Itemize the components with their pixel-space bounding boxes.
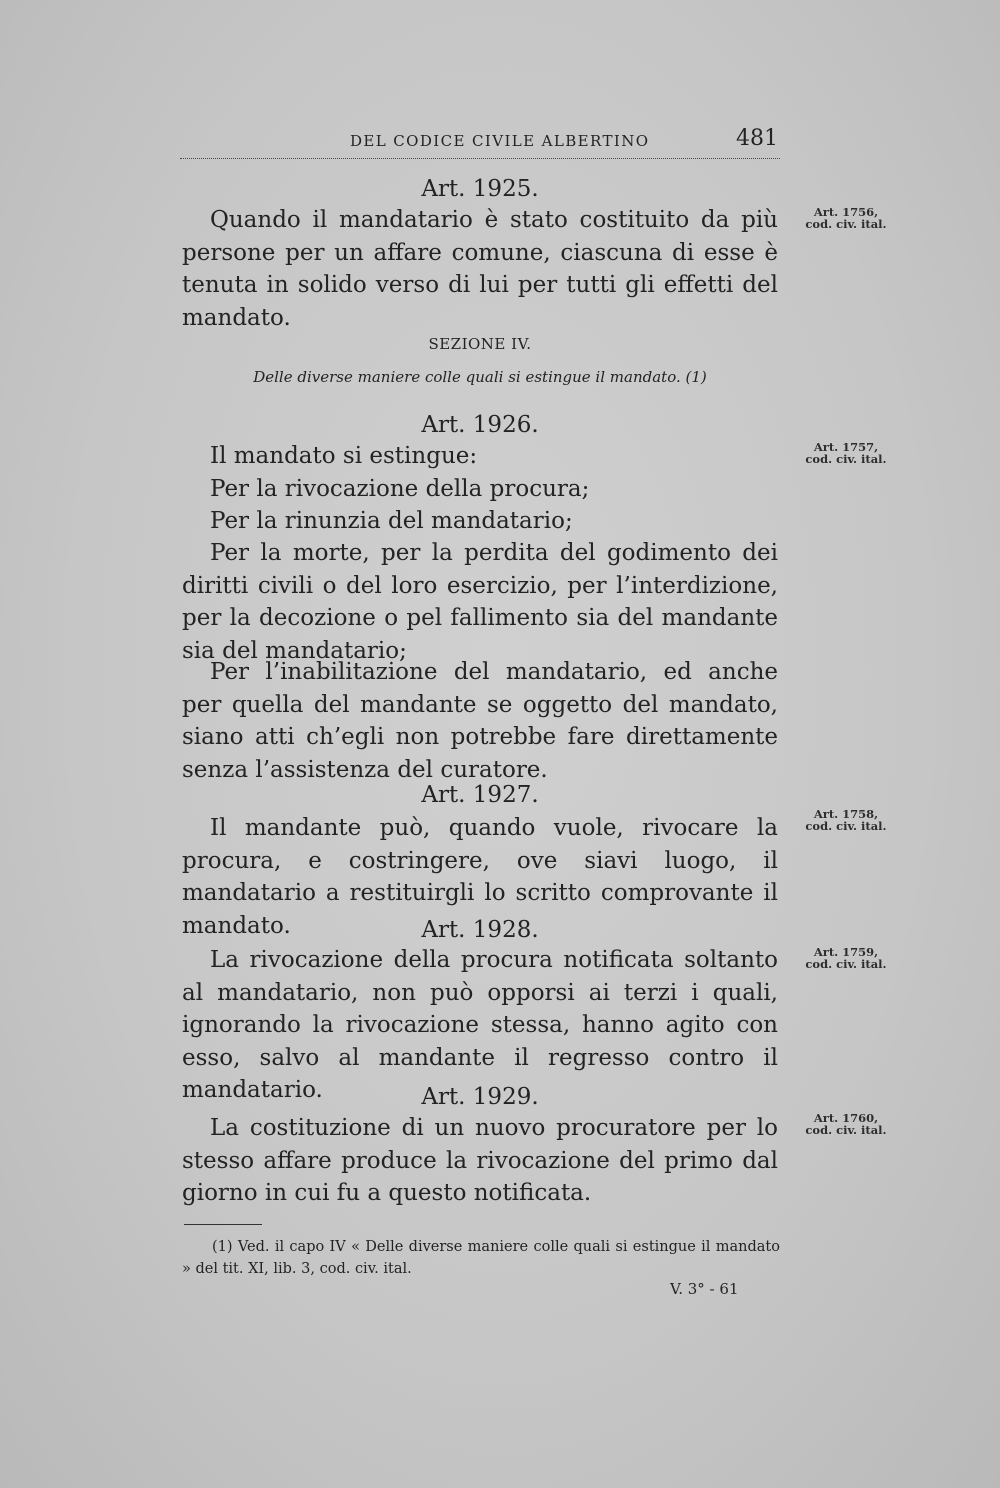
section-title: SEZIONE IV. <box>428 335 532 353</box>
margin-note-1926 <box>796 441 896 465</box>
margin-note-line: Art. 1760, <box>813 1111 879 1125</box>
article-text-1928: La rivocazione della procura notificata soltanto al mandatario, non può opporsi ai terzi i quali, ignorando la rivocazione stessa, hanno agito con esso, salvo al mandante il regresso contro il mandatario. <box>182 947 778 1104</box>
article-heading-1926: Art. 1926. <box>421 412 539 438</box>
margin-note-line: cod. civ. ital. <box>805 819 887 833</box>
article-text-1925: Quando il mandatario è stato costituito da più persone per un affare comune, ciascuna di esse è tenuta in solido verso di lui per tutti gli effetti del mandato. <box>182 207 778 331</box>
footnote-rule <box>184 1224 262 1225</box>
article-text-1927: Il mandante può, quando vuole, rivocare la procura, e costringere, ove siavi luogo, il mandatario a restituirgli lo scritto comprovante il mandato. <box>182 815 778 939</box>
margin-note-line: cod. civ. ital. <box>805 1123 887 1137</box>
margin-note-line: cod. civ. ital. <box>805 217 887 231</box>
footnote: (1) Ved. il capo IV « Delle diverse maniere colle quali si estingue il mandato » del tit. XI, lib. 3, cod. civ. ital. <box>182 1239 780 1277</box>
article-1926-paragraph: Per l’inabilitazione del mandatario, ed anche per quella del mandante se oggetto del mandato, siano atti ch’egli non potrebbe fare direttamente senza l’assistenza del curatore. <box>182 659 778 783</box>
article-heading-1928: Art. 1928. <box>421 917 539 943</box>
printer-signature: V. 3° - 61 <box>670 1280 739 1298</box>
margin-note-line: Art. 1756, <box>813 205 879 219</box>
article-heading-1925: Art. 1925. <box>421 176 539 202</box>
margin-note-1925 <box>796 206 896 230</box>
margin-note-line: Art. 1759, <box>813 945 879 959</box>
margin-note-1928 <box>796 946 896 970</box>
section-subtitle: Delle diverse maniere colle quali si estingue il mandato. (1) <box>253 368 707 386</box>
page-number: 481 <box>736 126 778 151</box>
running-head <box>180 124 780 159</box>
margin-note-line: Art. 1758, <box>813 807 879 821</box>
margin-note-line: cod. civ. ital. <box>805 452 887 466</box>
running-title: DEL CODICE CIVILE ALBERTINO <box>350 132 650 150</box>
margin-note-1927 <box>796 808 896 832</box>
margin-note-line: cod. civ. ital. <box>805 957 887 971</box>
article-1926-paragraph: Il mandato si estingue: <box>210 443 478 469</box>
article-1926-paragraph: Per la rinunzia del mandatario; <box>210 508 573 534</box>
article-1926-paragraph: Per la morte, per la perdita del godimento dei diritti civili o del loro esercizio, per l’interdizione, per la decozione o pel fallimento sia del mandante sia del mandatario; <box>182 540 778 664</box>
article-1926-paragraph: Per la rivocazione della procura; <box>210 476 590 502</box>
margin-note-line: Art. 1757, <box>813 440 879 454</box>
article-heading-1929: Art. 1929. <box>421 1084 539 1110</box>
margin-note-1929 <box>796 1112 896 1136</box>
article-text-1929: La costituzione di un nuovo procuratore per lo stesso affare produce la rivocazione del primo dal giorno in cui fu a questo notificata. <box>182 1115 778 1207</box>
article-heading-1927: Art. 1927. <box>421 782 539 808</box>
